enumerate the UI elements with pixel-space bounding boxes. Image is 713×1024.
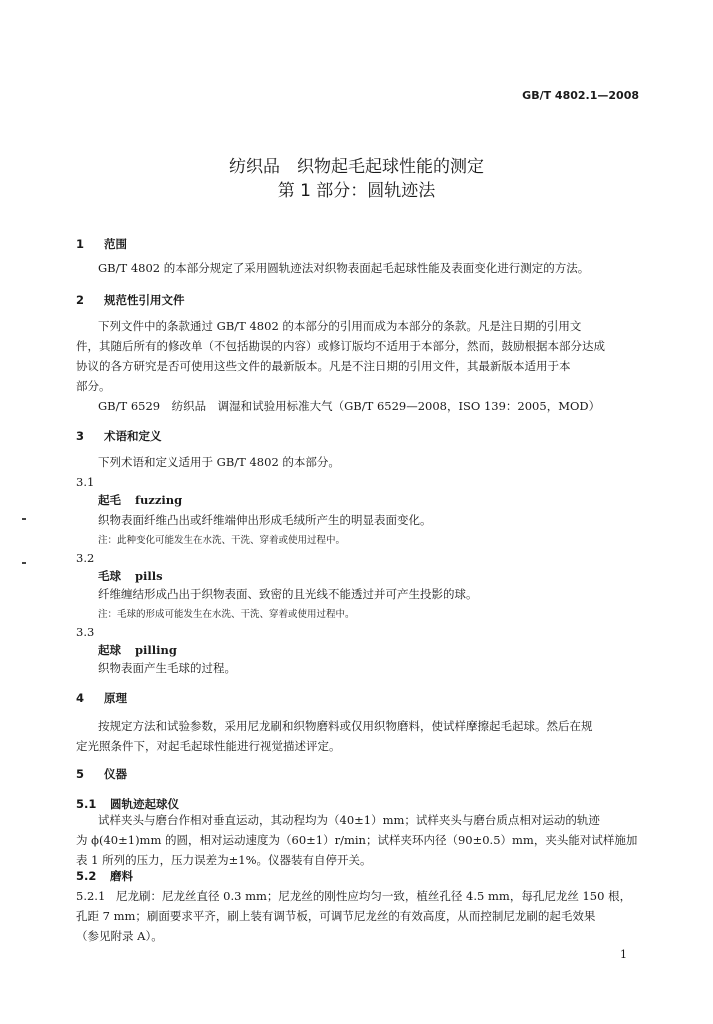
- term-zh: 起毛: [98, 493, 121, 507]
- term-en: pills: [135, 569, 163, 583]
- term-zh: 起球: [98, 643, 121, 657]
- section-4-paragraph-line: 按规定方法和试验参数，采用尼龙刷和织物磨料或仅用织物磨料，使试样摩擦起毛起球。然后在规: [98, 719, 593, 733]
- section-number: 5: [76, 767, 85, 781]
- clause-text: 尼龙刷：尼龙丝直径 0.3 mm；尼龙丝的刚性应均匀一致，植丝孔径 4.5 mm，每孔尼龙丝 150 根，: [116, 889, 632, 903]
- subsection-5-1-line: 为 ϕ(40±1)mm 的圆，相对运动速度为（60±1）r/min；试样夹环内径（90±0.5）mm，夹头能对试样施加: [76, 833, 638, 847]
- section-3-intro: 下列术语和定义适用于 GB/T 4802 的本部分。: [98, 455, 340, 469]
- margin-mark: [22, 518, 26, 520]
- subsection-5-1-line: 表 1 所列的压力，压力误差为±1%。仪器装有自停开关。: [76, 853, 372, 867]
- standard-code: GB/T 4802.1—2008: [522, 89, 639, 102]
- term-definition: 纤维缠结形成凸出于织物表面、致密的且光线不能透过并可产生投影的球。: [98, 587, 478, 601]
- section-2-paragraph-line: 协议的各方研究是否可使用这些文件的最新版本。凡是不注日期的引用文件，其最新版本适用于本: [76, 359, 571, 373]
- section-2-heading: [76, 292, 185, 308]
- subsection-number: 5.1: [76, 797, 97, 811]
- section-1-paragraph: GB/T 4802 的本部分规定了采用圆轨迹法对织物表面起毛起球性能及表面变化进行测定的方法。: [98, 261, 590, 275]
- subsection-5-2-heading: [76, 868, 133, 884]
- term-en: fuzzing: [135, 493, 183, 507]
- normative-reference: GB/T 6529 纺织品 调湿和试验用标准大气（GB/T 6529—2008，ISO 139：2005，MOD）: [98, 399, 601, 413]
- term-definition: 织物表面产生毛球的过程。: [98, 661, 236, 675]
- margin-mark: [22, 562, 26, 564]
- page-number: 1: [620, 948, 627, 961]
- term-number: 3.3: [76, 625, 95, 639]
- section-3-heading: [76, 428, 162, 444]
- section-1-heading: [76, 236, 127, 252]
- section-number: 4: [76, 691, 85, 705]
- clause-5-2-1-line: （参见附录 A）。: [76, 929, 163, 943]
- section-title: 术语和定义: [104, 429, 162, 443]
- section-title: 仪器: [104, 767, 127, 781]
- term-heading: [98, 492, 182, 508]
- term-zh: 毛球: [98, 569, 121, 583]
- section-title: 原理: [104, 691, 127, 705]
- subsection-number: 5.2: [76, 869, 97, 883]
- section-4-paragraph-line: 定光照条件下，对起毛起球性能进行视觉描述评定。: [76, 739, 341, 753]
- section-5-heading: [76, 766, 127, 782]
- subsection-5-1-line: 试样夹头与磨台作相对垂直运动，其动程均为（40±1）mm；试样夹头与磨台质点相对运动的轨迹: [98, 813, 600, 827]
- section-number: 1: [76, 237, 85, 251]
- term-en: pilling: [135, 643, 177, 657]
- document-subtitle: 第 1 部分：圆轨迹法: [277, 181, 436, 201]
- term-number: 3.1: [76, 475, 95, 489]
- term-number: 3.2: [76, 551, 95, 565]
- clause-5-2-1-line: 孔距 7 mm；刷面要求平齐，刷上装有调节板，可调节尼龙丝的有效高度，从而控制尼龙刷的起毛效果: [76, 909, 596, 923]
- subsection-title: 磨料: [110, 869, 133, 883]
- section-2-paragraph-line: 下列文件中的条款通过 GB/T 4802 的本部分的引用而成为本部分的条款。凡是注日期的引用文: [98, 319, 582, 333]
- section-2-paragraph-line: 件，其随后所有的修改单（不包括勘误的内容）或修订版均不适用于本部分，然而，鼓励根据本部分达成: [76, 339, 605, 353]
- term-note: 注：毛球的形成可能发生在水洗、干洗、穿着或使用过程中。: [98, 609, 355, 620]
- section-2-paragraph-line: 部分。: [76, 379, 111, 393]
- section-title: 范围: [104, 237, 127, 251]
- clause-5-2-1-line: [76, 886, 631, 906]
- section-4-heading: [76, 690, 127, 706]
- term-heading: [98, 568, 163, 584]
- subsection-title: 圆轨迹起球仪: [110, 797, 179, 811]
- section-title: 规范性引用文件: [104, 293, 185, 307]
- section-number: 2: [76, 293, 85, 307]
- term-note: 注：此种变化可能发生在水洗、干洗、穿着或使用过程中。: [98, 535, 346, 546]
- clause-number: 5.2.1: [76, 889, 106, 903]
- section-number: 3: [76, 429, 85, 443]
- term-definition: 织物表面纤维凸出或纤维端伸出形成毛绒所产生的明显表面变化。: [98, 513, 432, 527]
- document-title: 纺织品 织物起毛起球性能的测定: [229, 157, 484, 177]
- term-heading: [98, 642, 177, 658]
